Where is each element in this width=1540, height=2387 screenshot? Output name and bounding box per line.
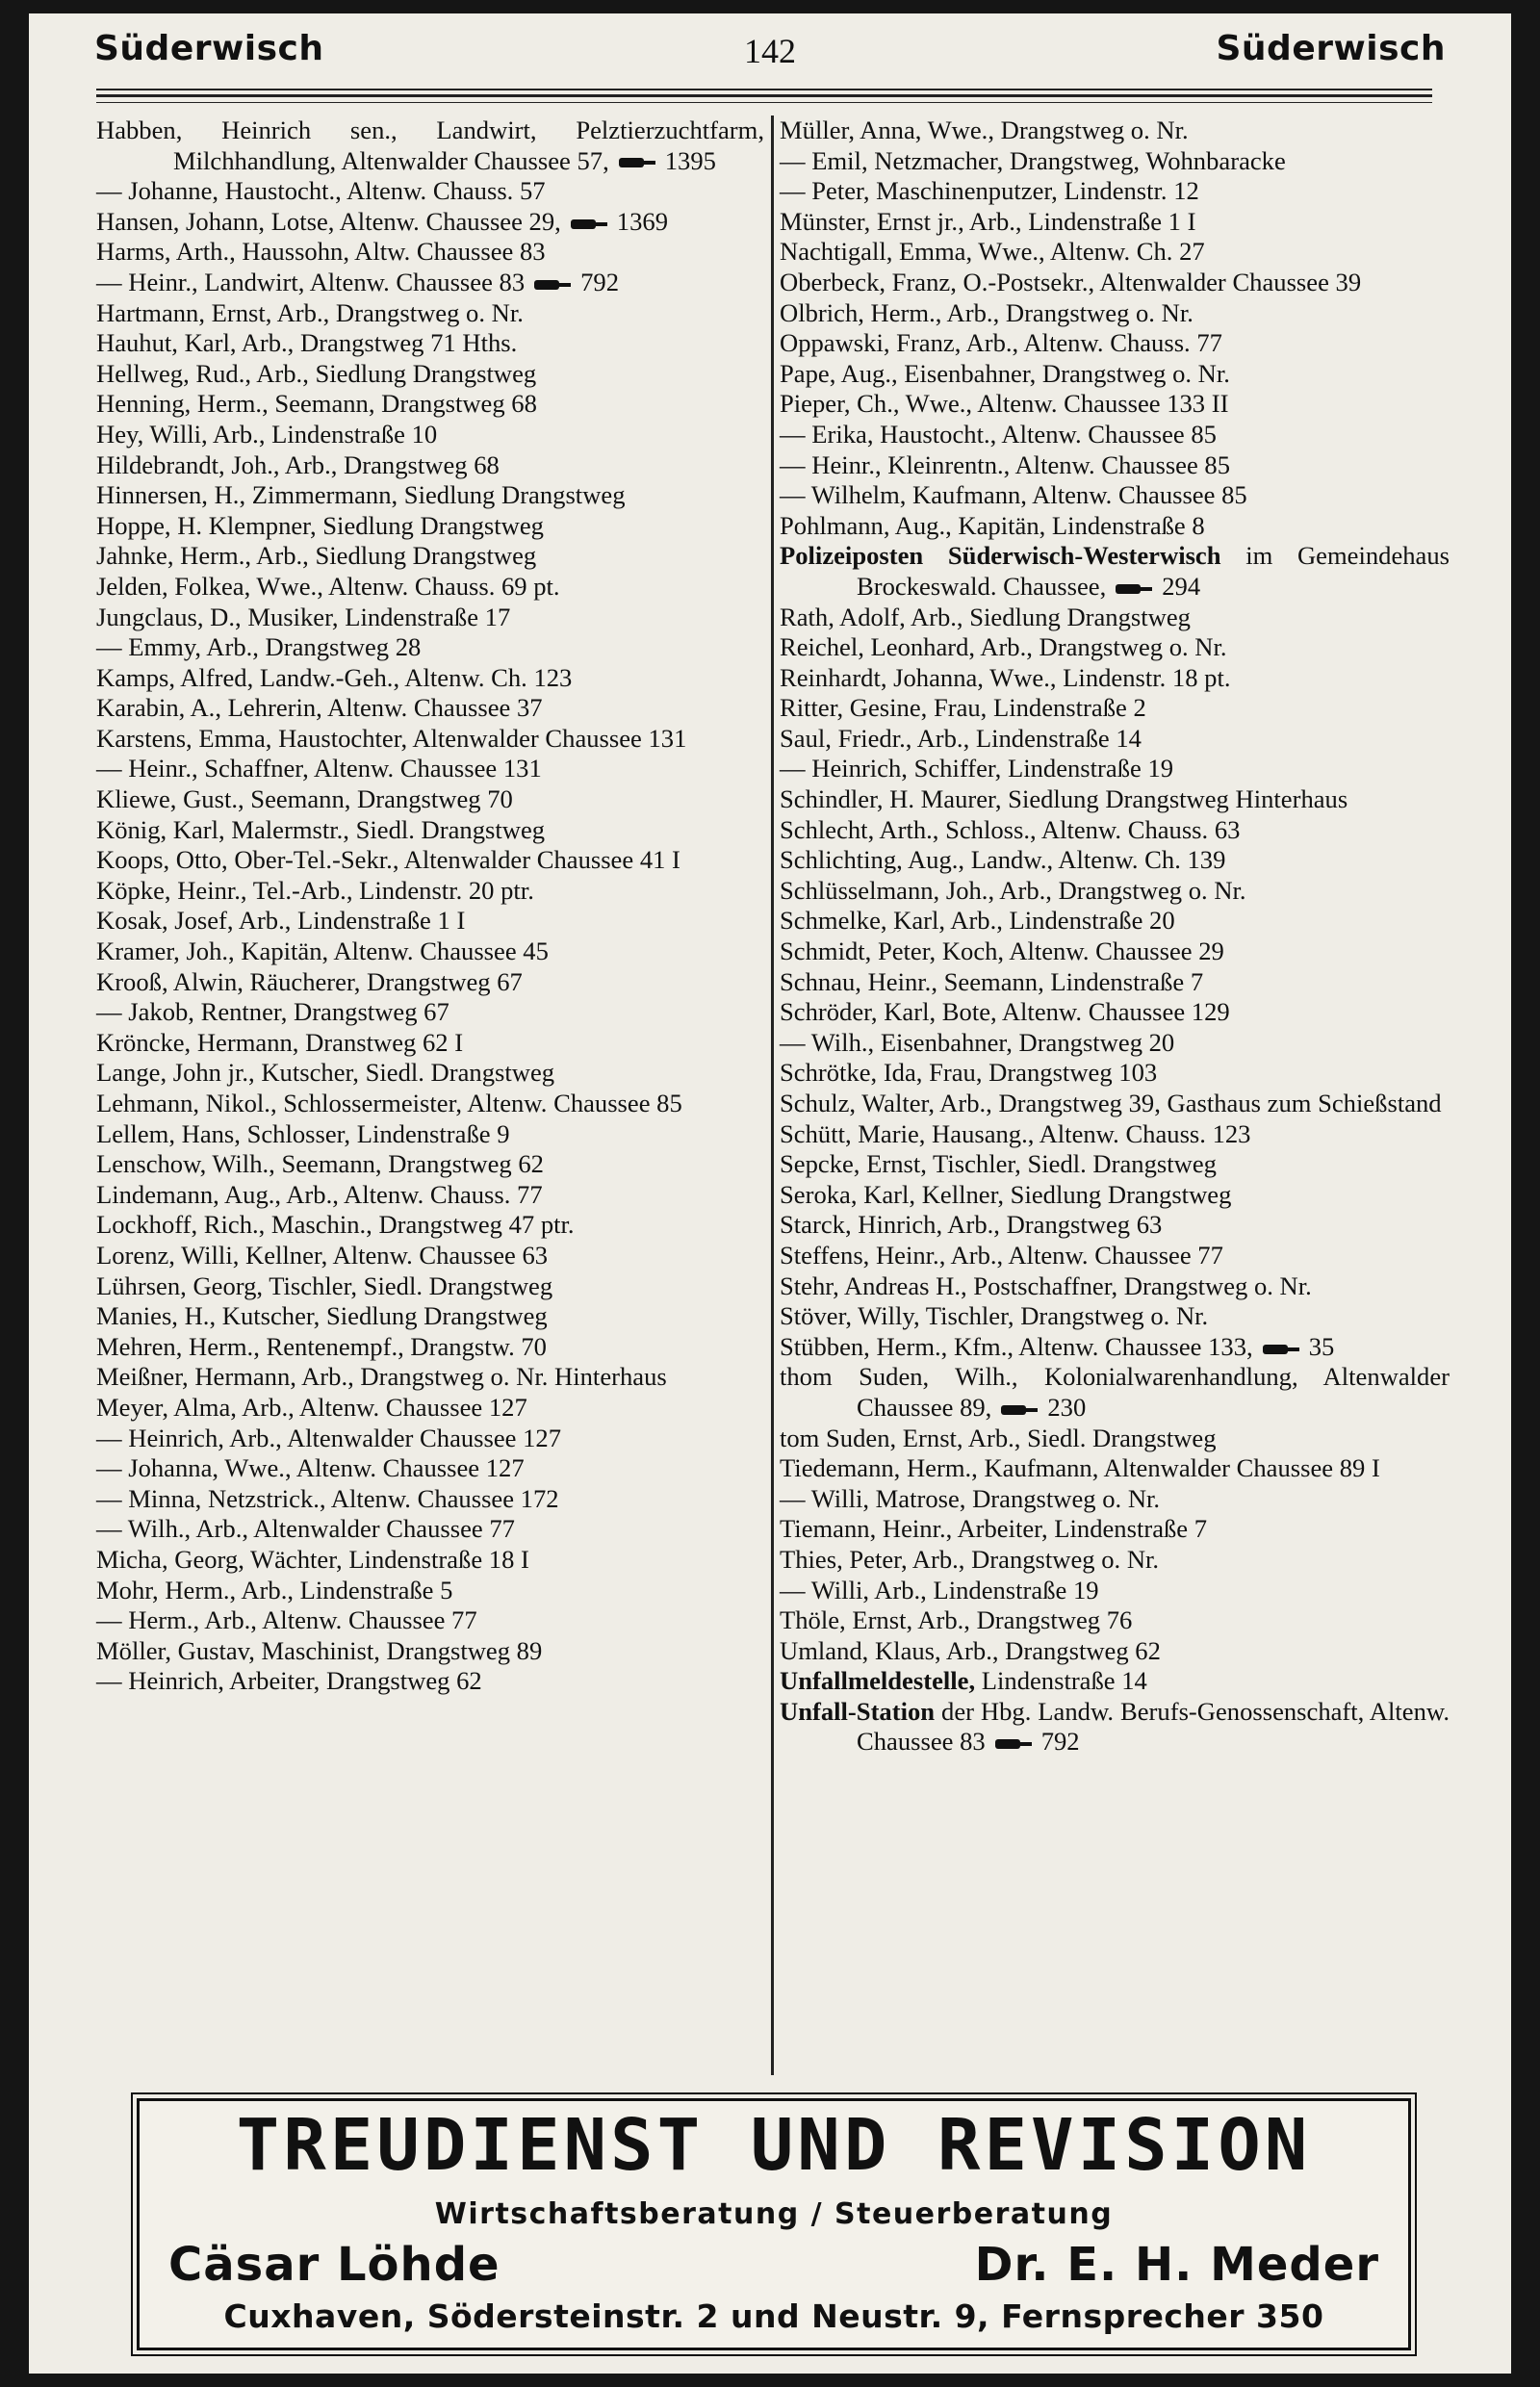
directory-entry [96,1605,764,1636]
entry-text: Schröder, Karl, Bote, Altenw. Chaussee 129 [780,997,1230,1027]
directory-entry [780,1453,1450,1484]
directory-entry [780,1241,1450,1271]
directory-entry [780,1058,1450,1089]
entry-text: Stübben, Herm., Kfm., Altenw. Chaussee 133, [780,1331,1253,1361]
directory-entry [780,268,1450,298]
entry-text: der Hbg. Landw. Berufs-Genossenschaft, Altenw. Chaussee 83 [857,1696,1450,1757]
entry-text: Schlecht, Arth., Schloss., Altenw. Chauss. 63 [780,814,1241,844]
directory-entry [96,420,764,450]
entry-text: im Gemeindehaus Brockeswald. Chaussee, [857,541,1450,601]
directory-entry [780,784,1450,815]
directory-entry [96,1576,764,1606]
entry-text: Meißner, Hermann, Arb., Drangstweg o. Nr. Hinterhaus [96,1362,667,1392]
directory-entry [780,389,1450,420]
entry-text: Schmidt, Peter, Koch, Altenw. Chaussee 29 [780,937,1224,966]
entry-text: Saul, Friedr., Arb., Lindenstraße 14 [780,723,1142,753]
entry-text: Oberbeck, Franz, O.-Postsekr., Altenwalder Chaussee 39 [780,267,1362,296]
entry-text: Lellem, Hans, Schlosser, Lindenstraße 9 [96,1118,510,1148]
directory-entry [96,603,764,633]
entry-text: — Johanna, Wwe., Altenw. Chaussee 127 [96,1453,525,1483]
entry-text: — Heinrich, Schiffer, Lindenstraße 19 [780,754,1174,783]
entry-text: König, Karl, Malermstr., Siedl. Drangstweg [96,814,546,844]
ad-name-right: Dr. E. H. Meder [974,2238,1379,2292]
directory-entry [96,389,764,420]
entry-text: — Minna, Netzstrick., Altenw. Chaussee 172 [96,1483,559,1513]
directory-entry [780,1697,1450,1758]
entry-text: Rath, Adolf, Arb., Siedlung Drangstweg [780,602,1191,631]
directory-entry [780,420,1450,450]
entry-text: Manies, H., Kutscher, Siedlung Drangstweg [96,1301,548,1331]
directory-entry [96,1180,764,1211]
telephone-icon [619,156,657,169]
directory-entry [780,1362,1450,1423]
directory-entry [96,176,764,207]
entry-text: — Jakob, Rentner, Drangstweg 67 [96,997,449,1027]
entry-text: Pieper, Ch., Wwe., Altenw. Chaussee 133 II [780,389,1229,419]
directory-entry [96,784,764,815]
directory-entry [96,724,764,755]
directory-entry [780,116,1450,146]
entry-text: Mehren, Herm., Rentenempf., Drangstw. 70 [96,1331,547,1361]
entry-text: Köpke, Heinr., Tel.-Arb., Lindenstr. 20 ptr. [96,875,534,905]
directory-entry [780,237,1450,268]
ad-firm-name: TREUDIENST UND REVISION [236,2104,1312,2187]
directory-entry [780,1149,1450,1180]
phone-number: 1369 [616,206,668,236]
telephone-icon [995,1737,1034,1751]
directory-entry [96,268,764,298]
directory-entry [96,1636,764,1667]
directory-entry [96,511,764,542]
entry-text: Schütt, Marie, Hausang., Altenw. Chauss. 123 [780,1118,1251,1148]
directory-entry [96,815,764,846]
directory-entry [96,298,764,329]
entry-text: — Wilh., Eisenbahner, Drangstweg 20 [780,1027,1175,1057]
directory-entry [96,1301,764,1332]
entry-text: — Heinr., Kleinrentn., Altenw. Chaussee 85 [780,449,1231,479]
entry-text: Thöle, Ernst, Arb., Drangstweg 76 [780,1605,1133,1635]
entry-bold-label: Unfallmeldestelle, [780,1666,976,1696]
left-column [96,116,764,1697]
entry-text: Lorenz, Willi, Kellner, Altenw. Chaussee 63 [96,1240,549,1270]
directory-entry [780,937,1450,967]
telephone-icon [1116,582,1154,596]
advertisement [137,2098,1411,2350]
telephone-icon [1263,1343,1301,1356]
entry-text: Seroka, Karl, Kellner, Siedlung Drangstweg [780,1179,1232,1209]
entry-text: Hansen, Johann, Lotse, Altenw. Chaussee 29, [96,206,561,236]
entry-text: — Heinr., Schaffner, Altenw. Chaussee 131 [96,754,542,783]
directory-entry [780,1271,1450,1302]
directory-entry [780,724,1450,755]
entry-text: Henning, Herm., Seemann, Drangstweg 68 [96,389,537,419]
right-column [780,116,1450,1758]
entry-text: Münster, Ernst jr., Arb., Lindenstraße 1 I [780,206,1196,236]
entry-text: Habben, Heinrich sen., Landwirt, Pelztierzuchtfarm, Milchhandlung, Altenwalder Chaussee 57, [96,116,764,175]
entry-text: Kamps, Alfred, Landw.-Geh., Altenw. Ch. 123 [96,662,573,692]
directory-entry [96,937,764,967]
directory-page [29,13,1511,2374]
entry-text: tom Suden, Ernst, Arb., Siedl. Drangstweg [780,1423,1217,1452]
directory-entry [96,480,764,511]
directory-entry [96,541,764,572]
directory-entry [780,1605,1450,1636]
entry-text: — Herm., Arb., Altenw. Chaussee 77 [96,1605,477,1635]
running-head-right: Süderwisch [1216,29,1446,68]
directory-entry [780,815,1450,846]
directory-entry [96,967,764,998]
directory-entry [780,1636,1450,1667]
directory-entry [96,1028,764,1059]
directory-entry [780,876,1450,907]
directory-entry [780,511,1450,542]
entry-text: — Willi, Arb., Lindenstraße 19 [780,1575,1099,1604]
entry-text: — Wilh., Arb., Altenwalder Chaussee 77 [96,1514,515,1544]
entry-text: — Wilhelm, Kaufmann, Altenw. Chaussee 85 [780,480,1247,510]
directory-entry [96,237,764,268]
entry-text: Harms, Arth., Haussohn, Altw. Chaussee 83 [96,237,546,267]
phone-number: 792 [1040,1727,1080,1757]
entry-text: Möller, Gustav, Maschinist, Drangstweg 89 [96,1635,543,1665]
entry-text: — Peter, Maschinenputzer, Lindenstr. 12 [780,176,1199,206]
directory-entry [780,146,1450,177]
directory-entry [780,632,1450,663]
directory-entry [780,1332,1450,1363]
directory-entry [780,1424,1450,1454]
directory-entry [96,1514,764,1545]
entry-text: Schlichting, Aug., Landw., Altenw. Ch. 139 [780,845,1226,875]
entry-text: Hauhut, Karl, Arb., Drangstweg 71 Hths. [96,328,518,358]
entry-text: Schrötke, Ida, Frau, Drangstweg 103 [780,1058,1158,1088]
directory-entry [780,845,1450,876]
entry-text: Krooß, Alwin, Räucherer, Drangstweg 67 [96,966,523,996]
directory-entry [780,997,1450,1028]
telephone-icon [534,278,573,292]
directory-entry [96,1210,764,1241]
directory-entry [96,1241,764,1271]
entry-text: Nachtigall, Emma, Wwe., Altenw. Ch. 27 [780,237,1205,267]
entry-text: — Heinr., Landwirt, Altenw. Chaussee 83 [96,267,526,296]
directory-entry [96,1393,764,1424]
ad-services: Wirtschaftsberatung / Steuerberatung [434,2197,1114,2231]
directory-entry [96,754,764,784]
entry-text: Lockhoff, Rich., Maschin., Drangstweg 47 ptr. [96,1210,575,1240]
header-rule [96,102,1432,103]
entry-text: Lindenstraße 14 [981,1666,1147,1696]
entry-text: — Johanne, Haustocht., Altenw. Chauss. 57 [96,176,546,206]
directory-entry [96,1484,764,1515]
entry-text: Karabin, A., Lehrerin, Altenw. Chaussee 37 [96,693,543,723]
directory-entry [96,207,764,238]
entry-text: Tiemann, Heinr., Arbeiter, Lindenstraße 7 [780,1514,1208,1544]
directory-entry [96,572,764,603]
directory-entry [96,997,764,1028]
entry-text: Lenschow, Wilh., Seemann, Drangstweg 62 [96,1149,544,1179]
entry-text: Pohlmann, Aug., Kapitän, Lindenstraße 8 [780,510,1205,540]
directory-entry [780,359,1450,390]
directory-entry [780,663,1450,694]
entry-text: Müller, Anna, Wwe., Drangstweg o. Nr. [780,116,1189,144]
running-head-left: Süderwisch [94,29,324,68]
phone-number: 294 [1162,571,1201,601]
directory-entry [96,1362,764,1393]
directory-entry [96,328,764,359]
directory-entry [96,845,764,876]
directory-entry [780,1514,1450,1545]
entry-text: — Erika, Haustocht., Altenw. Chaussee 85 [780,419,1217,449]
entry-bold-label: Unfall-Station [780,1696,936,1726]
directory-entry [780,176,1450,207]
directory-entry [780,754,1450,784]
directory-entry [780,906,1450,937]
column-divider [771,116,774,2075]
entry-text: Hoppe, H. Klempner, Siedlung Drangstweg [96,510,544,540]
directory-entry [780,1545,1450,1576]
directory-entry [780,1210,1450,1241]
directory-entry [96,663,764,694]
entry-text: Lehmann, Nikol., Schlossermeister, Altenw. Chaussee 85 [96,1089,682,1117]
entry-bold-label: Polizeiposten Süderwisch-Westerwisch [780,541,1221,571]
entry-text: — Willi, Matrose, Drangstweg o. Nr. [780,1483,1161,1513]
entry-text: Thies, Peter, Arb., Drangstweg o. Nr. [780,1544,1160,1574]
directory-entry [780,693,1450,724]
entry-text: Jelden, Folkea, Wwe., Altenw. Chauss. 69 pt. [96,571,560,601]
directory-entry [780,967,1450,998]
directory-entry [96,906,764,937]
phone-number: 35 [1308,1331,1335,1361]
directory-entry [780,1484,1450,1515]
entry-text: Sepcke, Ernst, Tischler, Siedl. Drangstweg [780,1149,1217,1179]
entry-text: Tiedemann, Herm., Kaufmann, Altenwalder Chaussee 89 I [780,1453,1380,1483]
entry-text: Olbrich, Herm., Arb., Drangstweg o. Nr. [780,297,1194,327]
entry-text: Hartmann, Ernst, Arb., Drangstweg o. Nr. [96,297,524,327]
entry-text: Hinnersen, H., Zimmermann, Siedlung Drangstweg [96,480,626,510]
entry-text: Schlüsselmann, Joh., Arb., Drangstweg o. Nr. [780,875,1246,905]
entry-text: Schmelke, Karl, Arb., Lindenstraße 20 [780,906,1175,936]
entry-text: Pape, Aug., Eisenbahner, Drangstweg o. Nr. [780,358,1230,388]
entry-text: Lindemann, Aug., Arb., Altenw. Chauss. 77 [96,1179,543,1209]
directory-entry [780,450,1450,481]
entry-text: Kliewe, Gust., Seemann, Drangstweg 70 [96,784,513,814]
entry-text: Kröncke, Hermann, Dranstweg 62 I [96,1027,464,1057]
entry-text: Karstens, Emma, Haustochter, Altenwalder Chaussee 131 [96,723,687,753]
directory-entry [780,1666,1450,1697]
directory-entry [96,450,764,481]
telephone-icon [1001,1403,1040,1417]
entry-text: Kramer, Joh., Kapitän, Altenw. Chaussee 45 [96,937,549,966]
entry-text: Hey, Willi, Arb., Lindenstraße 10 [96,419,438,449]
directory-entry [96,693,764,724]
entry-text: Hildebrandt, Joh., Arb., Drangstweg 68 [96,449,500,479]
entry-text: Jungclaus, D., Musiker, Lindenstraße 17 [96,602,511,631]
entry-text: Starck, Hinrich, Arb., Drangstweg 63 [780,1210,1163,1240]
directory-entry [96,1119,764,1150]
directory-entry [780,480,1450,511]
directory-entry [96,1453,764,1484]
entry-text: Reinhardt, Johanna, Wwe., Lindenstr. 18 pt. [780,662,1231,692]
page-number: 142 [744,32,796,70]
directory-entry [780,541,1450,602]
entry-text: Umland, Klaus, Arb., Drangstweg 62 [780,1635,1161,1665]
directory-entry [96,1424,764,1454]
entry-text: Mohr, Herm., Arb., Lindenstraße 5 [96,1575,453,1604]
directory-entry [96,1089,764,1119]
ad-name-left: Cäsar Löhde [168,2238,500,2292]
directory-entry [780,1089,1450,1119]
directory-entry [96,1149,764,1180]
entry-text: — Emmy, Arb., Drangstweg 28 [96,632,422,662]
directory-entry [780,1180,1450,1211]
entry-text: Stehr, Andreas H., Postschaffner, Drangstweg o. Nr. [780,1270,1312,1300]
entry-text: Lührsen, Georg, Tischler, Siedl. Drangstweg [96,1270,553,1300]
entry-text: — Emil, Netzmacher, Drangstweg, Wohnbaracke [780,145,1286,175]
directory-entry [780,1576,1450,1606]
directory-entry [780,328,1450,359]
directory-entry [780,298,1450,329]
header-rule [96,94,1432,97]
directory-entry [780,1301,1450,1332]
directory-entry [96,1332,764,1363]
directory-entry [780,207,1450,238]
directory-entry [96,1271,764,1302]
entry-text: Oppawski, Franz, Arb., Altenw. Chauss. 77 [780,328,1222,358]
entry-text: Ritter, Gesine, Frau, Lindenstraße 2 [780,693,1146,723]
running-head [29,19,1511,77]
entry-text: Schulz, Walter, Arb., Drangstweg 39, Gasthaus zum Schießstand [780,1089,1442,1117]
directory-entry [96,876,764,907]
header-rule [96,89,1432,90]
phone-number: 1395 [664,145,716,175]
entry-text: Schnau, Heinr., Seemann, Lindenstraße 7 [780,966,1204,996]
entry-text: Reichel, Leonhard, Arb., Drangstweg o. Nr. [780,632,1227,662]
entry-text: Lange, John jr., Kutscher, Siedl. Drangstweg [96,1058,555,1088]
directory-entry [96,359,764,390]
directory-entry [96,1545,764,1576]
entry-text: Stöver, Willy, Tischler, Drangstweg o. Nr. [780,1301,1209,1331]
directory-entry [96,632,764,663]
entry-text: Jahnke, Herm., Arb., Siedlung Drangstweg [96,541,537,571]
entry-text: Koops, Otto, Ober-Tel.-Sekr., Altenwalder Chaussee 41 I [96,845,680,875]
entry-text: Micha, Georg, Wächter, Lindenstraße 18 I [96,1544,529,1574]
entry-text: Meyer, Alma, Arb., Altenw. Chaussee 127 [96,1392,527,1422]
phone-number: 230 [1047,1392,1087,1422]
entry-text: Steffens, Heinr., Arb., Altenw. Chaussee 77 [780,1240,1223,1270]
telephone-icon [571,218,609,231]
directory-entry [780,1119,1450,1150]
entry-text: Hellweg, Rud., Arb., Siedlung Drangstweg [96,358,537,388]
ad-address: Cuxhaven, Södersteinstr. 2 und Neustr. 9, Fernsprecher 350 [223,2297,1324,2335]
directory-entry [780,1028,1450,1059]
entry-text: — Heinrich, Arbeiter, Drangstweg 62 [96,1666,482,1696]
entry-text: — Heinrich, Arb., Altenwalder Chaussee 127 [96,1423,562,1452]
directory-entry [96,116,764,176]
entry-text: thom Suden, Wilh., Kolonialwarenhandlung, Altenwalder Chaussee 89, [780,1362,1450,1422]
directory-entry [96,1058,764,1089]
entry-text: Kosak, Josef, Arb., Lindenstraße 1 I [96,906,466,936]
phone-number: 792 [580,267,620,296]
entry-text: Schindler, H. Maurer, Siedlung Drangstweg Hinterhaus [780,784,1348,814]
directory-entry [780,603,1450,633]
directory-entry [96,1666,764,1697]
